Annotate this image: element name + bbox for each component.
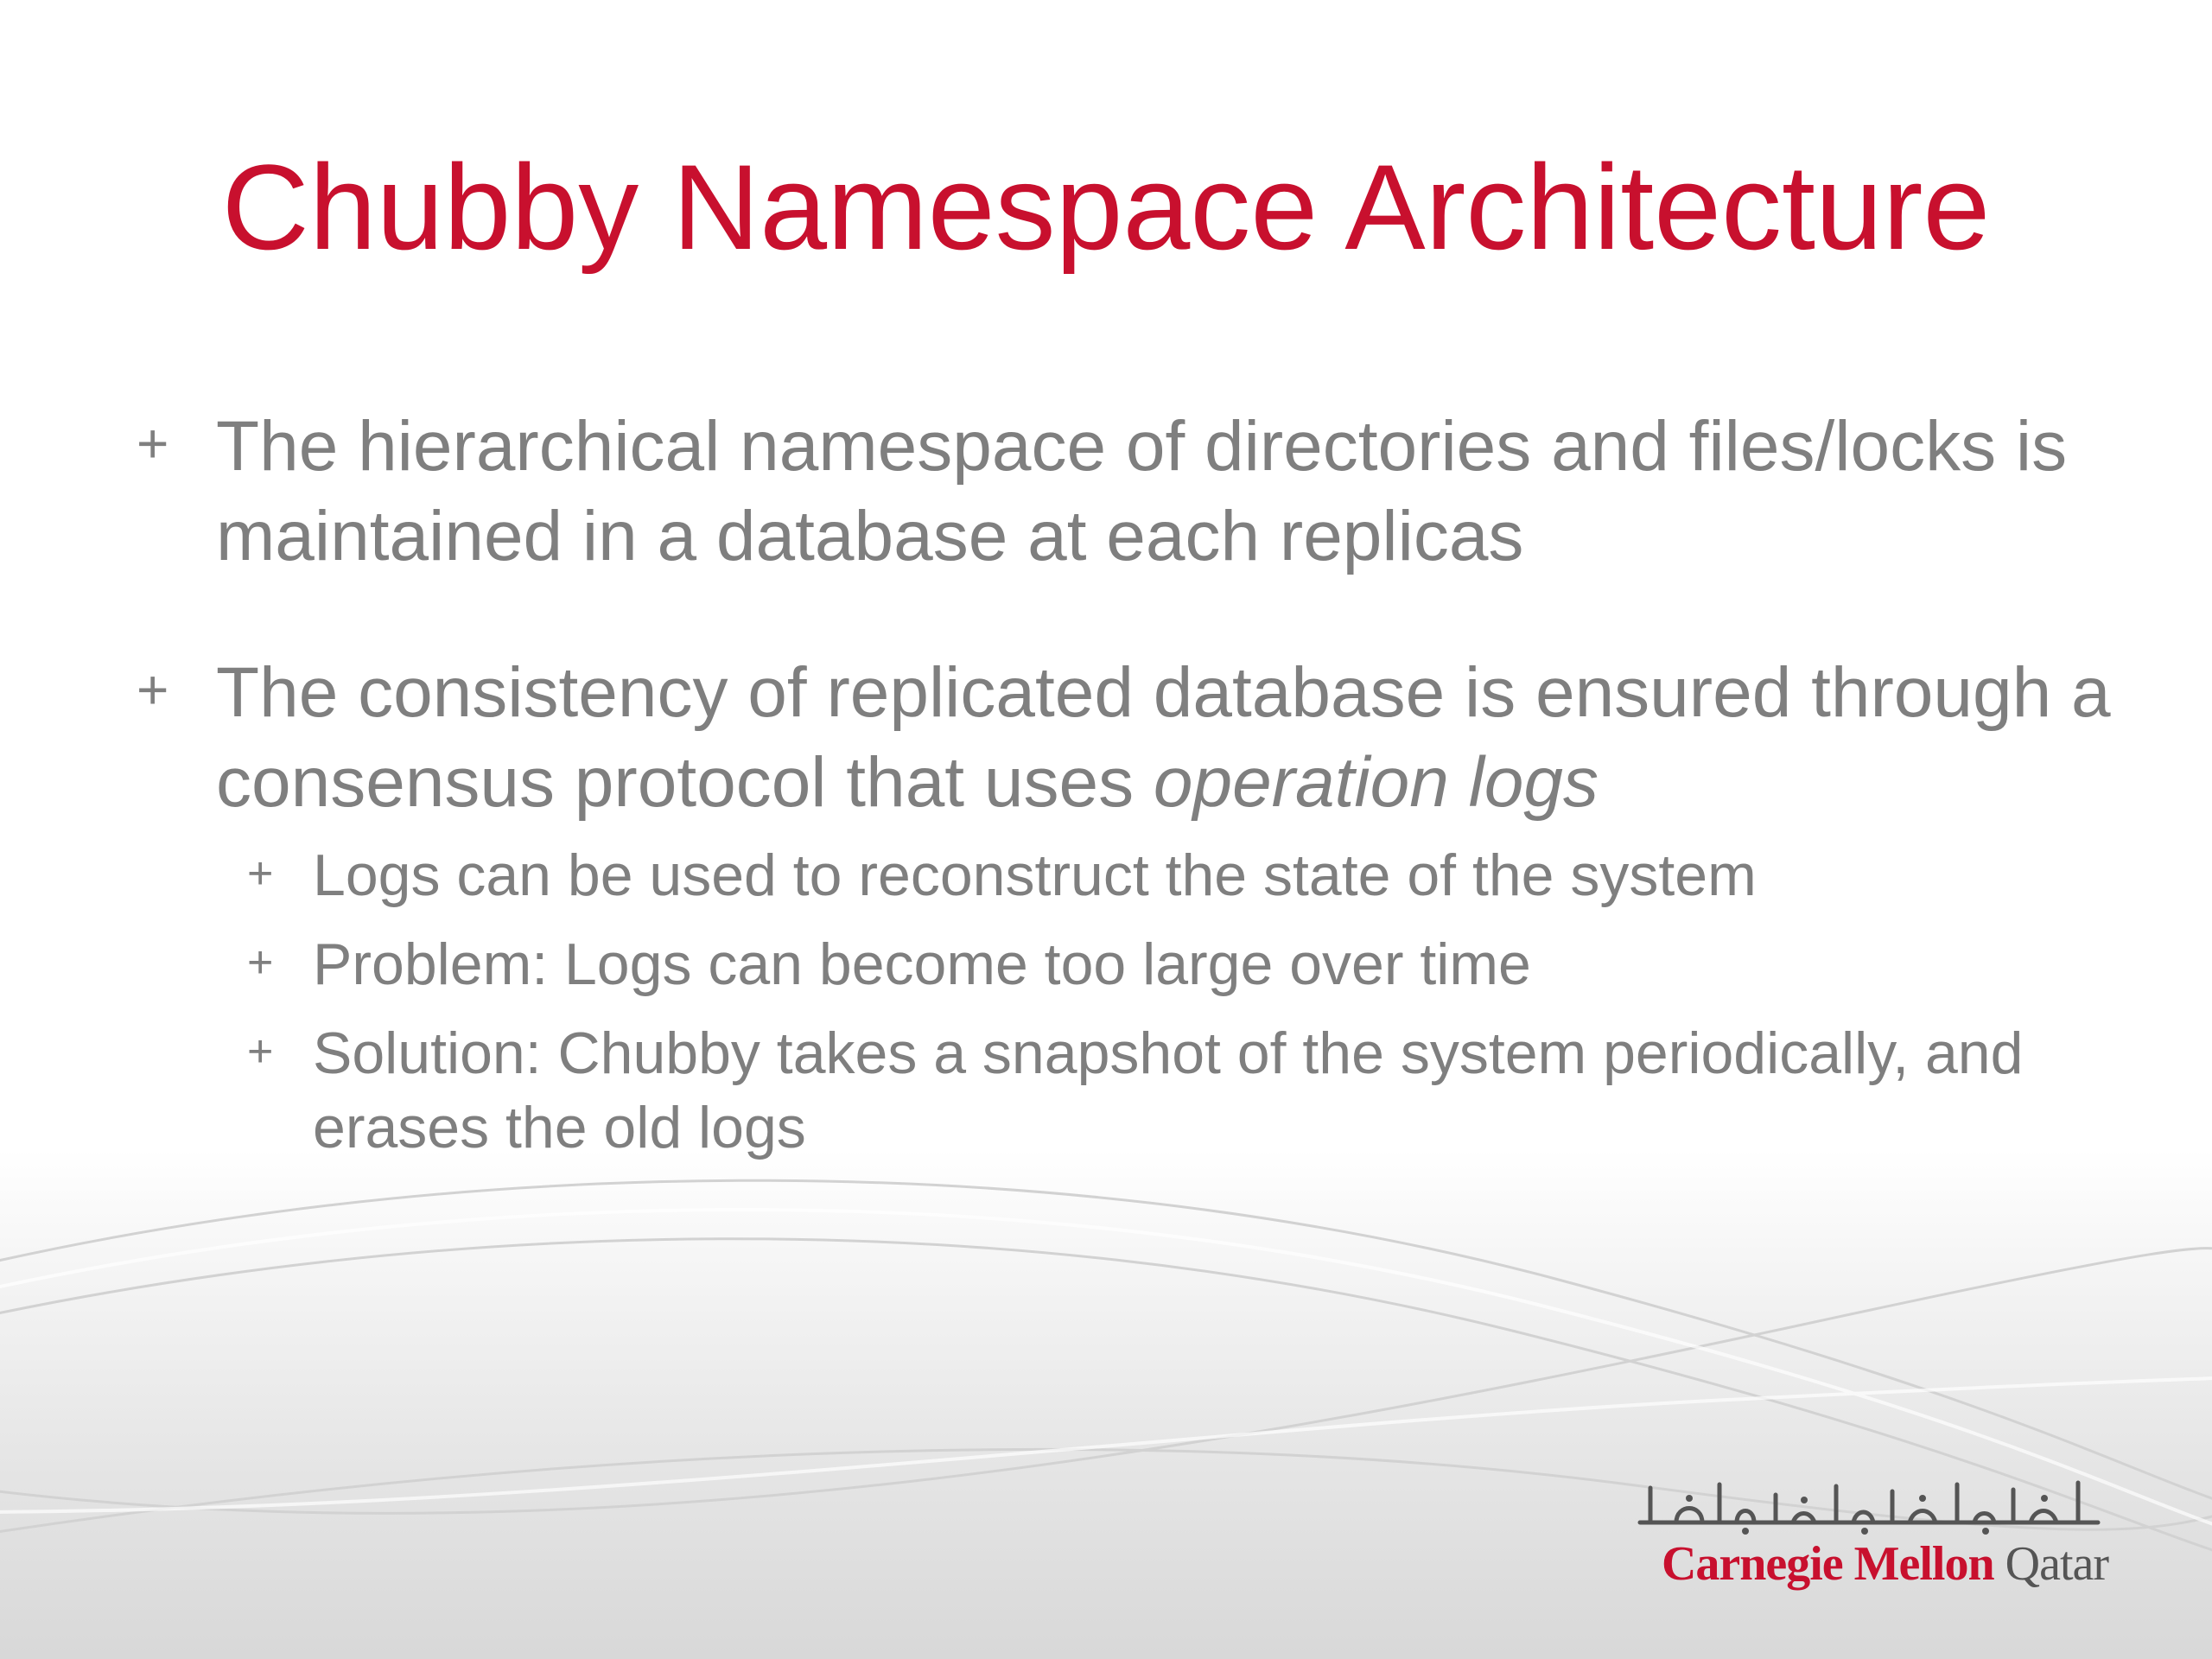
sub-bullet-text: Logs can be used to reconstruct the state of the system [313, 842, 1757, 908]
bullet-marker: + [137, 412, 169, 474]
sub-bullet-marker: + [247, 938, 274, 988]
sub-bullet-item [247, 838, 2041, 912]
sub-bullet-text: Solution: Chubby takes a snapshot of the system periodically, and erases the old logs [313, 1020, 2024, 1160]
logo-name-primary: Carnegie Mellon [1661, 1537, 2005, 1591]
bullet-item [137, 648, 2117, 828]
logo-name-secondary: Qatar [2005, 1537, 2108, 1591]
sub-bullet-marker: + [247, 849, 274, 899]
sub-bullet-item [247, 1016, 2041, 1165]
sub-bullet-item [247, 927, 2041, 1001]
logo-wordmark [1624, 1536, 2108, 1592]
bullet-text: The consistency of replicated database is ensured through a consensus protocol that uses [216, 653, 2111, 822]
arabic-logotype [1624, 1469, 2108, 1538]
bullet-marker: + [137, 658, 169, 721]
slide-title: Chubby Namespace Architecture [221, 139, 1991, 275]
bullet-text: The hierarchical namespace of directories and files/locks is maintained in a database at each replicas [216, 407, 2068, 575]
bullet-item [137, 402, 2117, 582]
sub-bullet-text: Problem: Logs can become too large over time [313, 931, 1531, 997]
cmu-qatar-logo [1624, 1469, 2108, 1607]
bullet-emphasis: operation logs [1153, 743, 1599, 822]
sub-bullet-marker: + [247, 1027, 274, 1077]
